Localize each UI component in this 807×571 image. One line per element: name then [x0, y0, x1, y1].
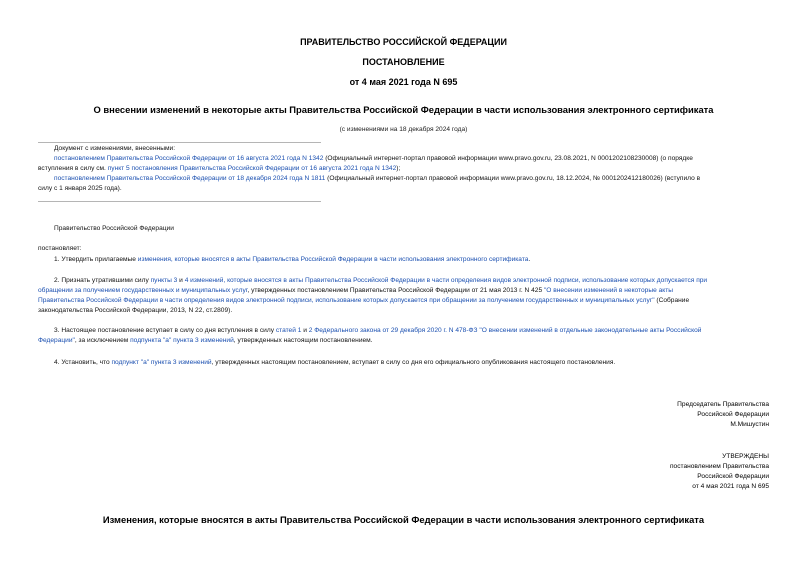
p3-article1-link[interactable]: статей 1: [275, 327, 302, 334]
p2-link-item4[interactable]: 4 изменений, которые вносятся в акты Правительства Российской Федерации в части определения видов электронной подписи, использование которых допускается при: [184, 277, 708, 284]
p2-decree-link[interactable]: "О внесении изменений в некоторые акты: [543, 287, 673, 294]
p1-changes-link[interactable]: изменения, которые вносятся в акты Правительства Российской Федерации в части использования электронного сертификата: [137, 256, 529, 263]
approval-date: от 4 мая 2021 года N 695: [692, 483, 769, 490]
paragraph-3-line1: 3. Настоящее постановление вступает в силу со дня вступления в силу статей 1 и 2 Федерального закона от 29 декабря 2020 г. N 478-ФЗ "О внесении изменений в отдельные законодательные акты Российской: [54, 327, 702, 334]
p3-law-link-cont[interactable]: Федерации": [38, 337, 75, 344]
paragraph-2-line1: 2. Признать утратившими силу пункты 3 и 4 изменений, которые вносятся в акты Правительства Российской Федерации в части определения видов электронной подписи, использование которых допускается при: [54, 277, 708, 284]
signature-title: Председатель Правительства: [677, 401, 769, 408]
change-1-entry-link[interactable]: пункт 5 постановления Правительства Российской Федерации от 16 августа 2021 года N 1342: [107, 165, 397, 172]
paragraph-2-line3: Правительства Российской Федерации в части определения видов электронной подписи, использование которых допускается при обращении за получением государственных и муниципальных услуг" (Собрание: [38, 297, 690, 304]
changes-intro: Документ с изменениями, внесенными:: [54, 145, 176, 152]
change-item-1-line2: вступления в силу см. пункт 5 постановления Правительства Российской Федерации от 16 августа 2021 года N 1342);: [38, 165, 401, 172]
issuer: Правительство Российской Федерации: [54, 225, 174, 232]
approval-org: Российской Федерации: [697, 473, 769, 480]
doc-type-heading: ПОСТАНОВЛЕНИЕ: [362, 57, 445, 67]
change-item-2-line2: силу с 1 января 2025 года).: [38, 185, 122, 192]
government-heading: ПРАВИТЕЛЬСТВО РОССИЙСКОЙ ФЕДЕРАЦИИ: [300, 37, 507, 47]
signature-block: [677, 400, 769, 430]
p4-subpoint-link[interactable]: подпункт "а" пункта 3 изменений: [111, 359, 212, 366]
paragraph-2-line4: законодательства Российской Федерации, 2013, N 22, ст.2809).: [38, 307, 233, 314]
signature-name: М.Мишустин: [730, 421, 769, 428]
decrees-word: постановляет:: [38, 245, 82, 252]
p3-subpoint-link[interactable]: подпункта "а" пункта 3 изменений: [130, 337, 234, 344]
p3-law-link[interactable]: 2 Федерального закона от 29 декабря 2020 г. N 478-ФЗ "О внесении изменений в отдельные законодательные акты Российской: [308, 327, 702, 334]
paragraph-2-line2: обращении за получением государственных и муниципальных услуг, утвержденных постановлением Правительства Российской Федерации от 21 мая 2013 г. N 425 "О внесении изменений в некоторые акты: [38, 287, 673, 294]
p2-link-item3[interactable]: пункты 3: [150, 277, 178, 284]
revision-note: (с изменениями на 18 декабря 2024 года): [339, 126, 468, 133]
date-number-heading: от 4 мая 2021 года N 695: [349, 77, 458, 87]
document-title: О внесении изменений в некоторые акты Правительства Российской Федерации в части использования электронного сертификата: [93, 104, 714, 115]
change-item-1: постановлением Правительства Российской Федерации от 16 августа 2021 года N 1342 (Официальный интернет-портал правовой информации www.pravo.gov.ru, 23.08.2021, N 0001202108230008) (о порядке: [54, 155, 693, 162]
changes-bottom-divider: [38, 201, 321, 202]
paragraph-1: 1. Утвердить прилагаемые изменения, которые вносятся в акты Правительства Российской Федерации в части использования электронного сертификата.: [54, 256, 531, 263]
change-item-2: постановлением Правительства Российской Федерации от 18 декабря 2024 года N 1811 (Официальный интернет-портал правовой информации www.pravo.gov.ru, 18.12.2024, № 0001202412180026) (вступило в: [54, 175, 701, 182]
approval-label: УТВЕРЖДЕНЫ: [722, 453, 769, 460]
changes-top-divider: [38, 142, 321, 143]
signature-org: Российской Федерации: [697, 411, 769, 418]
p2-services-link[interactable]: обращении за получением государственных и муниципальных услуг: [38, 287, 248, 294]
paragraph-3-line2: Федерации", за исключением подпункта "а" пункта 3 изменений, утвержденных настоящим постановлением.: [38, 337, 373, 344]
p2-decree-link-cont[interactable]: Правительства Российской Федерации в части определения видов электронной подписи, использование которых допускается при обращении за получением государственных и муниципальных услуг": [38, 297, 655, 304]
change-2-link[interactable]: постановлением Правительства Российской Федерации от 18 декабря 2024 года N 1811: [54, 175, 326, 182]
annex-title: Изменения, которые вносятся в акты Правительства Российской Федерации в части использования электронного сертификата: [102, 514, 705, 525]
paragraph-4: 4. Установить, что подпункт "а" пункта 3 изменений, утвержденных настоящим постановлением, вступает в силу со дня его официального опубликования настоящего постановления.: [54, 359, 616, 366]
change-1-link[interactable]: постановлением Правительства Российской Федерации от 16 августа 2021 года N 1342: [54, 155, 324, 162]
approval-block: [670, 452, 769, 492]
approval-by: постановлением Правительства: [669, 463, 769, 470]
